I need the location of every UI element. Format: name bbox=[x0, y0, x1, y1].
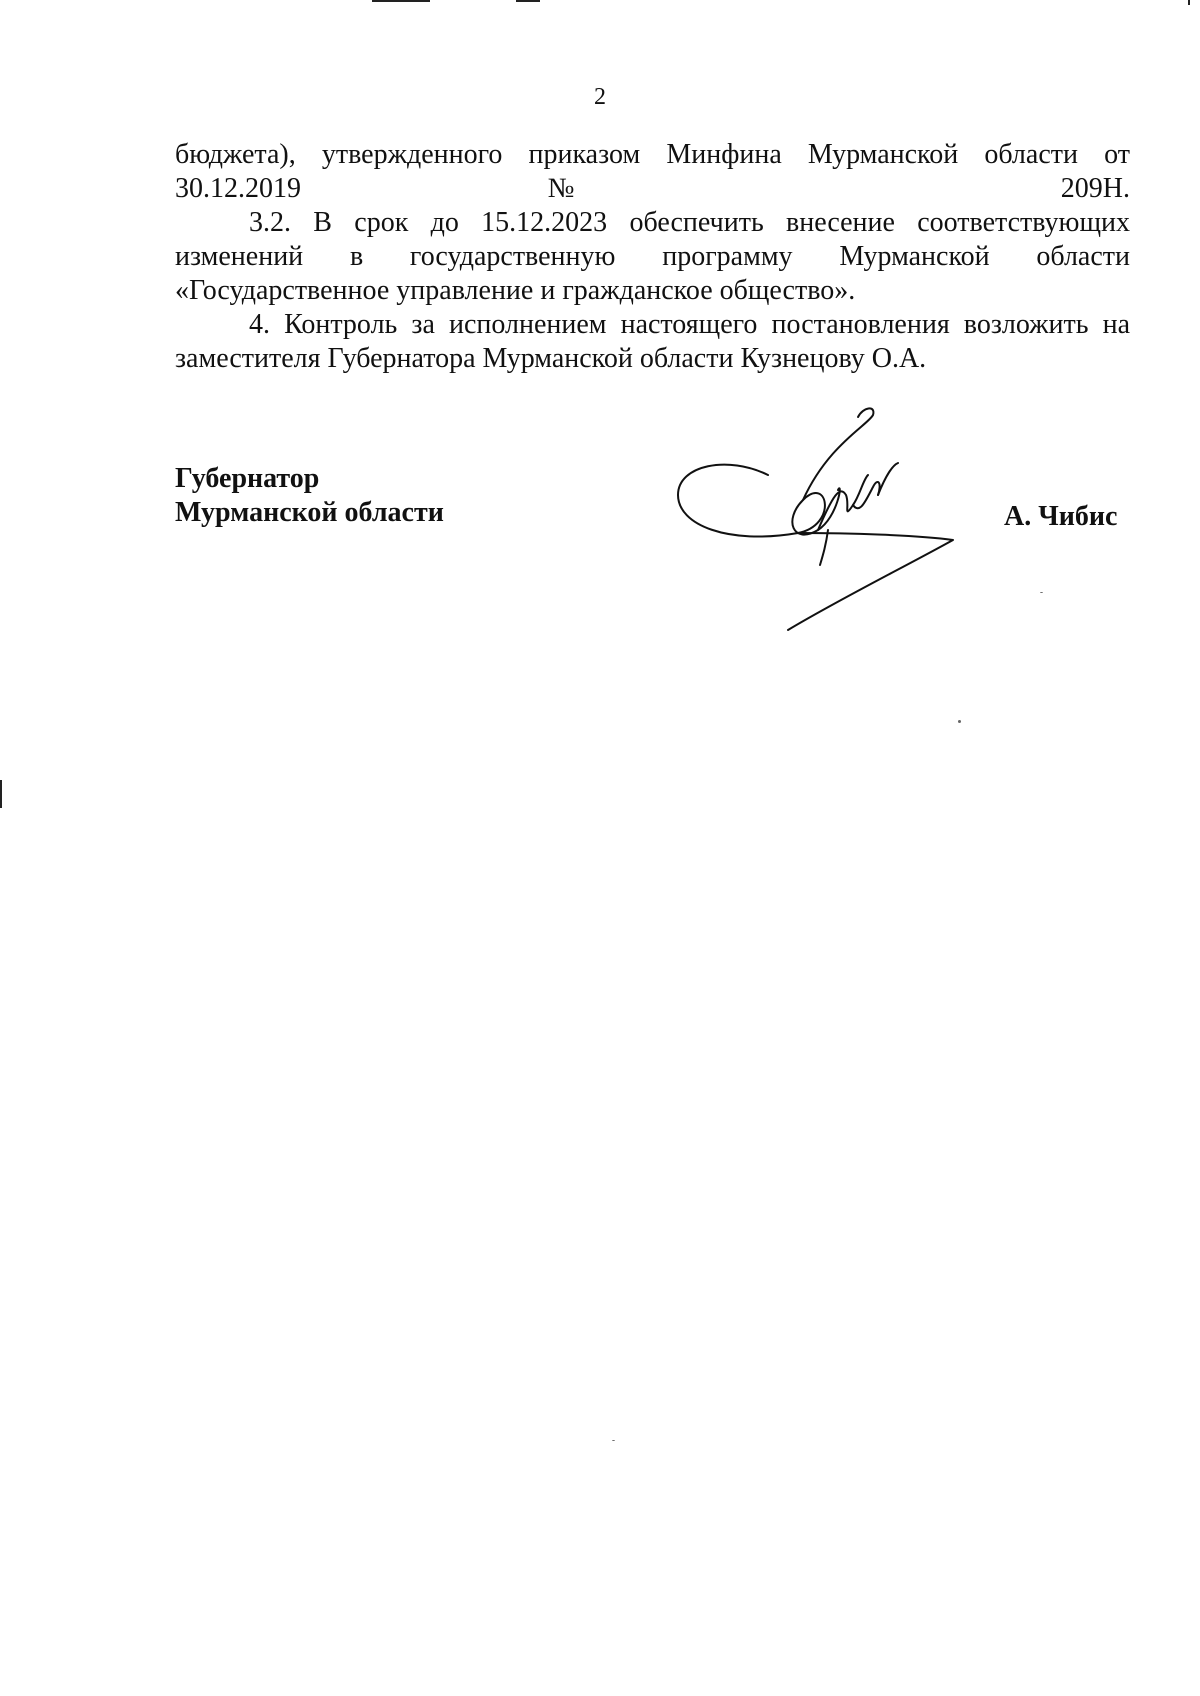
page-number: 2 bbox=[594, 84, 606, 110]
document-body bbox=[175, 138, 1130, 376]
signer-name: А. Чибис bbox=[1004, 501, 1118, 532]
scan-mark-top-2 bbox=[516, 0, 540, 2]
paragraph-3-2: 3.2. В срок до 15.12.2023 обеспечить внесение соответствующих изменений в государственную программу Мурманской области «Государственное управление и гражданское общество». bbox=[175, 207, 1130, 306]
scan-mark-left bbox=[0, 780, 2, 808]
signatory-position-line1: Губернатор bbox=[175, 463, 320, 494]
handwritten-signature bbox=[668, 405, 968, 635]
signatory-position-line2: Мурманской области bbox=[175, 497, 444, 528]
scan-speck-3 bbox=[612, 1440, 615, 1441]
signatory-title bbox=[175, 462, 444, 530]
scan-speck-1 bbox=[958, 720, 961, 723]
scan-mark-top-1 bbox=[372, 0, 430, 2]
scan-mark-top-3 bbox=[1188, 0, 1190, 5]
paragraph-budget: бюджета), утвержденного приказом Минфина Мурманской области от 30.12.2019 № 209Н. bbox=[175, 139, 1130, 204]
scan-speck-2 bbox=[1040, 592, 1043, 593]
paragraph-4: 4. Контроль за исполнением настоящего постановления возложить на заместителя Губернатора Мурманской области Кузнецову О.А. bbox=[175, 309, 1130, 374]
